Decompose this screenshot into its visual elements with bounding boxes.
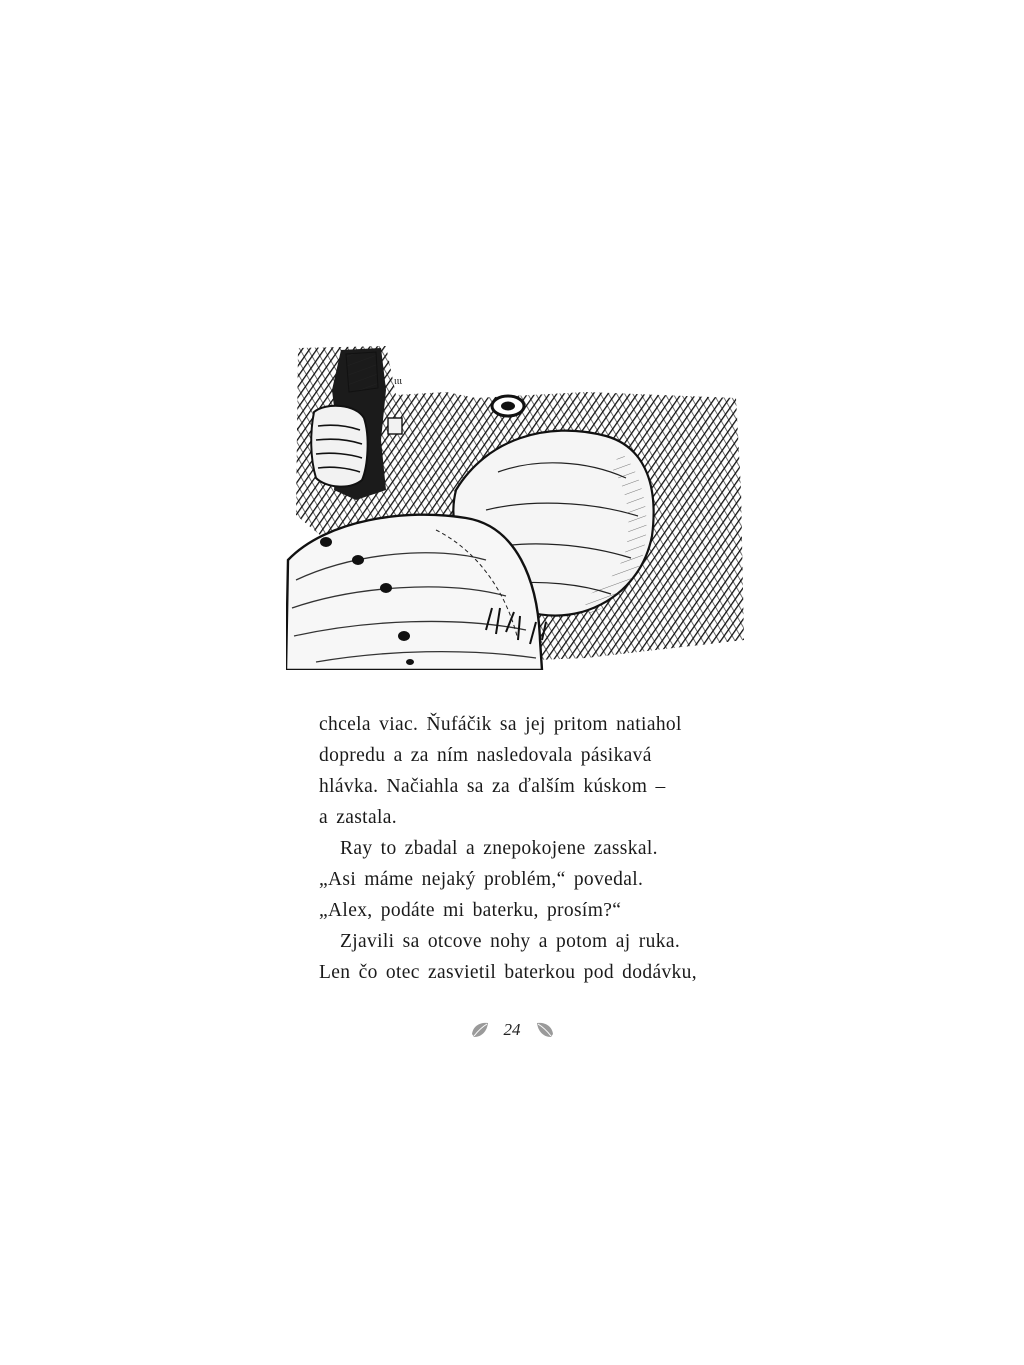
leaf-icon <box>470 1020 490 1040</box>
text-line: hlávka. Načiahla sa za ďalším kúskom – <box>319 776 666 797</box>
page-number: 24 <box>503 1020 521 1039</box>
illustration <box>286 340 746 670</box>
svg-text:ιιι: ιιι <box>394 376 403 387</box>
body-text <box>319 709 709 988</box>
text-line: „Alex, podáte mi baterku, prosím?“ <box>319 900 622 921</box>
text-line: „Asi máme nejaký problém,“ povedal. <box>319 869 644 890</box>
text-line: chcela viac. Ňufáčik sa jej pritom natiahol <box>319 714 682 735</box>
text-line: dopredu a za ním nasledovala pásikavá <box>319 745 652 766</box>
leaf-icon <box>535 1020 555 1040</box>
text-line: Len čo otec zasvietil baterkou pod dodávku, <box>319 962 697 983</box>
text-line: Ray to zbadal a znepokojene zasskal. <box>340 838 658 859</box>
page-footer <box>462 1014 562 1046</box>
ink-sketch-illustration-icon <box>286 340 746 670</box>
text-line: a zastala. <box>319 807 397 828</box>
text-line: Zjavili sa otcove nohy a potom aj ruka. <box>340 931 681 952</box>
